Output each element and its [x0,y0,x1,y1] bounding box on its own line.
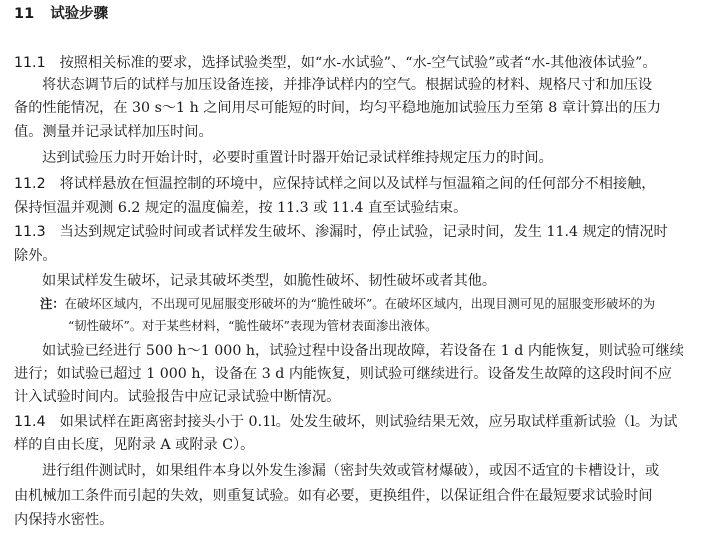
clause-number: 11.1 [14,55,46,71]
clause-11-1-para2-line-2: 备的性能情况，在 30 s～1 h 之间用尽可能短的时间，均匀平稳地施加试验压力至第 8 章计算出的压力 [14,100,662,116]
clause-11-3-line-2: 除外。 [14,248,57,264]
note-text: 在破坏区域内，不出现可见屈服变形破坏的为“脆性破坏”。在破坏区域内，出现目测可见的屈服变形破坏的为 [64,297,656,311]
clause-11-4-para2-line-1: 进行组件测试时，如果组件本身以外发生渗漏（密封失效或管材爆破），或因不适宜的卡槽设计，或 [42,463,660,479]
clause-11-3-para3-line-3: 计入试验时间内。试验报告中应记录试验中断情况。 [14,389,341,405]
clause-text: 当达到规定试验时间或者试样发生破坏、渗漏时，停止试验，记录时间，发生 11.4 规定的情况时 [59,224,668,240]
clause-11-1-para2-line-1: 将状态调节后的试样与加压设备连接，并排净试样内的空气。根据试验的材料、规格尺寸和加压设 [42,77,653,93]
clause-11-2-line-1 [14,174,655,194]
note-label: 注： [40,297,65,311]
clause-11-3-para3-line-1: 如试验已经进行 500 h～1 000 h，试验过程中设备出现故障，若设备在 1 d 内能恢复，则试验可继续 [42,343,684,359]
clause-11-4-line-2: 样的自由长度，见附录 A 或附录 C）。 [14,437,255,453]
clause-text: 如果试样在距离密封接头小于 0.1l。处发生破坏，则试验结果无效，应另取试样重新试验（l。为试 [59,414,678,430]
clause-number: 11.4 [14,414,46,430]
note-line-2: “韧性破坏”。对于某些材料，“脆性破坏”表现为管材表面渗出液体。 [68,319,438,333]
clause-11-1-para3: 达到试验压力时开始计时，必要时重置计时器开始记录试样维持规定压力的时间。 [42,150,553,166]
clause-11-4-line-1 [14,412,677,432]
note-line-1 [40,294,655,314]
clause-number: 11.3 [14,224,46,240]
clause-11-1-para2-line-3: 值。测量并记录试样加压时间。 [14,124,213,140]
clause-text: 按照相关标准的要求，选择试验类型，如“水-水试验”、“水-空气试验”或者“水-其他液体试验”。 [59,55,657,71]
clause-number: 11.2 [14,176,46,192]
clause-11-4-para2-line-2: 由机械加工条件而引起的失效，则重复试验。如有必要，更换组件，以保证组合件在最短要求试验时间 [14,488,653,504]
clause-11-1-line-1 [14,53,657,73]
clause-11-3-para3-line-2: 进行；如试验已超过 1 000 h，设备在 3 d 内能恢复，则试验可继续进行。设备发生故障的这段时间不应 [14,366,672,382]
section-heading [14,4,108,24]
clause-text: 将试样悬放在恒温控制的环境中，应保持试样之间以及试样与恒温箱之间的任何部分不相接触， [59,176,656,192]
clause-11-2-line-2: 保持恒温并观测 6.2 规定的温度偏差，按 11.3 或 11.4 直至试验结束。 [14,200,468,216]
clause-11-3-para2: 如果试样发生破坏，记录其破坏类型，如脆性破坏、韧性破坏或者其他。 [42,273,497,289]
section-number: 11 [14,6,35,22]
section-title: 试验步骤 [50,6,109,22]
clause-11-3-line-1 [14,222,668,242]
clause-11-4-para2-line-3: 内保持水密性。 [14,512,114,528]
